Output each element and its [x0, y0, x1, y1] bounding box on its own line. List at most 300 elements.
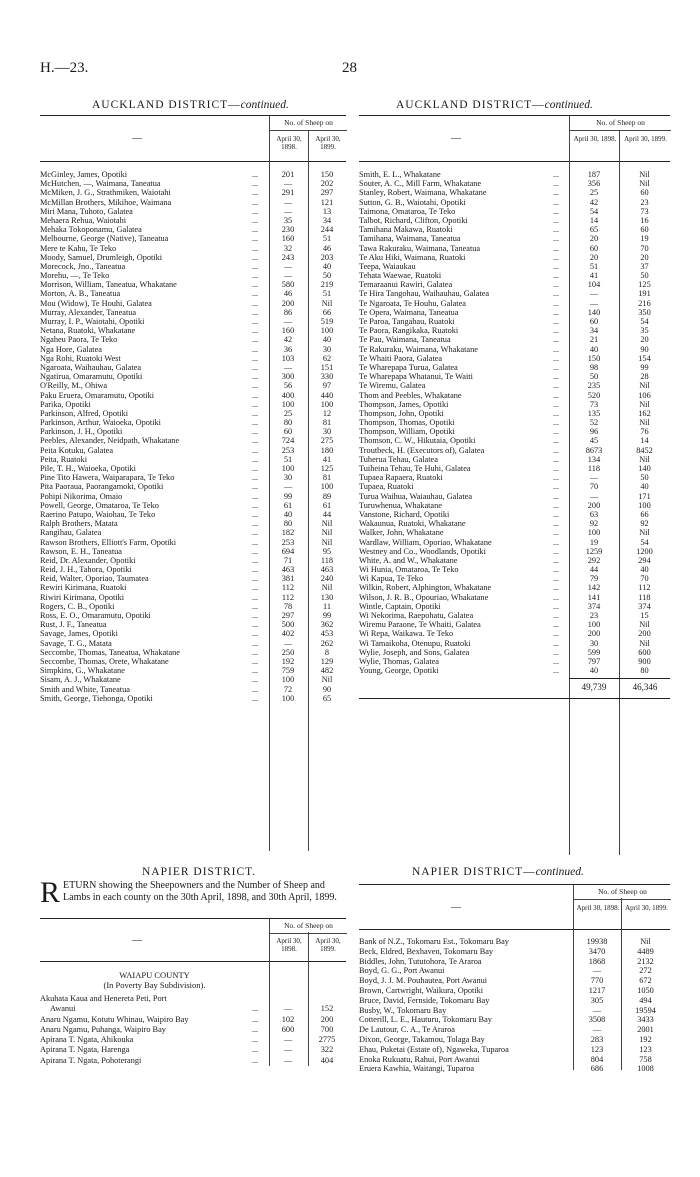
table-row — [359, 207, 670, 216]
sheep-1899: 41 — [322, 454, 332, 464]
leader-dots: ... — [553, 574, 559, 584]
sheep-1898: — — [283, 1055, 293, 1065]
table-row — [40, 620, 346, 629]
table-row — [359, 271, 670, 280]
table-row — [40, 528, 346, 537]
sheep-1898: 23 — [589, 611, 599, 620]
auckland-right-table — [359, 170, 670, 675]
sheep-1899: 453 — [320, 629, 334, 639]
table-row — [359, 280, 670, 289]
table-row — [359, 216, 670, 225]
sheep-1898: 100 — [587, 528, 601, 538]
sheep-1898: 160 — [281, 234, 295, 244]
leader-dots: ... — [252, 454, 258, 464]
owner-name: Tuherua Tehau, Galatea — [359, 454, 438, 464]
sheep-1898: 235 — [587, 381, 601, 391]
owner-name: Thomson, C. W., Hikutaia, Opotiki — [359, 436, 476, 446]
leader-dots: ... — [252, 298, 258, 308]
leader-dots: ... — [252, 491, 258, 501]
owner-name: Tamihana Makawa, Ruatoki — [359, 225, 453, 235]
sheep-1898: 63 — [589, 509, 599, 519]
sheep-1899: 95 — [322, 546, 332, 556]
leader-dots: ... — [553, 353, 559, 363]
table-row — [359, 1055, 670, 1065]
leader-dots: ... — [252, 408, 258, 418]
sheep-1898: 36 — [283, 344, 293, 354]
sheep-1898: 187 — [587, 170, 601, 179]
leader-dots: ... — [252, 638, 258, 648]
leader-dots: ... — [252, 225, 258, 235]
owner-name: Parkinson, J. H., Opotiki — [40, 427, 123, 437]
napier-title: NAPIER DISTRICT. — [142, 866, 257, 878]
sheep-1898: 46 — [283, 289, 293, 299]
table-row — [359, 957, 670, 967]
owner-name: Troutbeck, H. (Executors of), Galatea — [359, 445, 485, 455]
sheep-1899: 54 — [640, 317, 649, 326]
col-group-label: No. of Sheep on — [269, 118, 347, 131]
column-header-right: — No. of Sheep on April 30, 1898. April 30, 1899. — [359, 115, 670, 162]
sheep-1898: — — [283, 482, 293, 492]
owner-name: Te Wiremu, Galatea — [359, 381, 426, 391]
sheep-1898: — — [592, 966, 602, 976]
sheep-1898: 42 — [283, 335, 293, 345]
owner-name: Rogers, C. B., Opotiki — [40, 601, 115, 611]
sheep-1898: 1217 — [588, 985, 606, 995]
owner-name: Peita, Ruatoki — [40, 454, 88, 464]
owner-name: Sutton, G. B., Waiotahi, Opotiki — [359, 197, 466, 207]
table-row — [359, 225, 670, 234]
sheep-1899: 1200 — [636, 546, 653, 556]
leader-dots: ... — [252, 390, 258, 400]
sheep-1899: 216 — [638, 298, 651, 308]
table-row — [40, 556, 346, 565]
leader-dots: ... — [553, 537, 559, 547]
table-row — [359, 198, 670, 207]
owner-name: Powell, George, Omataroa, Te Teko — [40, 500, 159, 510]
sheep-1899: 81 — [322, 418, 332, 428]
sheep-1898: 61 — [283, 500, 293, 510]
sheep-1899: 20 — [640, 252, 649, 262]
sheep-1898: 297 — [281, 611, 295, 620]
sheep-1899: 50 — [322, 271, 332, 281]
sheep-1899: 30 — [322, 344, 332, 354]
leader-dots: ... — [252, 1004, 258, 1014]
sheep-1898: 3508 — [588, 1015, 606, 1025]
sheep-1899: 35 — [640, 326, 649, 336]
sheep-1898: 19 — [589, 537, 599, 547]
sheep-1899: Nil — [639, 638, 650, 648]
sheep-1898: 44 — [589, 565, 599, 575]
owner-name: Ralph Brothers, Matata — [40, 519, 118, 529]
table-row — [40, 1035, 346, 1045]
owner-name: Boyd, J. J. M. Pouhautea, Port Awanui — [359, 976, 488, 986]
owner-name: Reid, Dr. Alexander, Opotiki — [40, 555, 136, 565]
sheep-1898: 520 — [587, 390, 601, 400]
sheep-1898: — — [283, 1004, 293, 1014]
sheep-1899: Nil — [321, 583, 333, 593]
table-row — [359, 464, 670, 473]
sheep-1898: 160 — [281, 326, 295, 336]
leader-dots: ... — [252, 583, 258, 593]
table-row — [40, 391, 346, 400]
owner-name: Boyd, G. G., Port Awanui — [359, 966, 445, 976]
sheep-1899: 51 — [322, 289, 332, 299]
napier-title-continued: NAPIER DISTRICT—continued. — [412, 866, 584, 878]
sheep-1898: — — [592, 1005, 602, 1015]
sheep-1899: 65 — [322, 693, 332, 703]
sheep-1898: 35 — [283, 215, 293, 225]
table-row — [359, 519, 670, 528]
sheep-1899: 121 — [320, 197, 334, 207]
sheep-1899: 66 — [640, 509, 649, 519]
leader-dots: ... — [553, 179, 559, 189]
leader-dots: ... — [553, 271, 559, 281]
owner-name: Taimona, Omataroa, Te Teko — [359, 206, 456, 216]
table-row — [40, 198, 346, 207]
leader-dots: ... — [553, 473, 559, 483]
table-row — [359, 937, 670, 947]
sheep-1899: Nil — [321, 528, 333, 538]
sheep-1899: Nil — [321, 298, 333, 308]
leader-dots: ... — [553, 611, 559, 620]
table-row — [40, 262, 346, 271]
table-row — [359, 556, 670, 565]
sheep-1898: 200 — [281, 298, 295, 308]
owner-name: Dixon, George, Takamou, Tolaga Bay — [359, 1034, 485, 1044]
leader-dots: ... — [252, 335, 258, 345]
owner-name: Tawa Rakuraku, Waimana, Taneatua — [359, 243, 481, 253]
leader-dots: ... — [553, 298, 559, 308]
sheep-1898: 54 — [589, 206, 599, 216]
owner-name: Te Aku Hiki, Waimana, Ruatoki — [359, 252, 466, 262]
leader-dots: ... — [553, 620, 559, 630]
table-row — [359, 602, 670, 611]
leader-dots: ... — [252, 611, 258, 620]
sheep-1899: 118 — [638, 592, 651, 602]
table-row — [40, 685, 346, 694]
sheep-1898: 580 — [281, 280, 295, 290]
sheep-1899: 100 — [638, 500, 651, 510]
owner-name: Melbourne, George (Native), Taneatua — [40, 234, 169, 244]
table-row — [359, 583, 670, 592]
owner-name: Tuiheina Tehau, Te Huhi, Galatea — [359, 464, 471, 473]
sheep-1898: 230 — [281, 225, 295, 235]
sheep-1899: 73 — [640, 206, 649, 216]
sheep-1898: 60 — [589, 243, 599, 253]
sheep-1898: — — [592, 1025, 602, 1035]
sheep-1899: 76 — [640, 427, 649, 437]
owner-name: Tupaea Rapaera, Ruatoki — [359, 473, 443, 483]
leader-dots: ... — [252, 620, 258, 630]
owner-name: Rewiri Kirimana, Ruatoki — [40, 583, 127, 593]
leader-dots: ... — [252, 179, 258, 189]
leader-dots: ... — [252, 317, 258, 326]
sheep-1899: Nil — [639, 381, 650, 391]
leader-dots: ... — [252, 326, 258, 336]
table-row — [40, 345, 346, 354]
table-row — [40, 244, 346, 253]
sheep-1898: 71 — [283, 555, 293, 565]
owner-name: Smith and White, Taneatua — [40, 684, 130, 694]
sheep-1898: 253 — [281, 537, 295, 547]
owner-name: Anaru Ngamu, Kotutu Whinau, Waipiro Bay — [40, 1014, 189, 1024]
leader-dots: ... — [252, 261, 258, 271]
owner-name: Turua Waihua, Waiauhau, Galatea — [359, 491, 473, 501]
table-row — [40, 335, 346, 344]
owner-name: Savage, James, Opotiki — [40, 629, 118, 639]
sheep-1899: 99 — [640, 362, 649, 372]
sheep-1898: 40 — [589, 666, 599, 676]
table-row — [40, 207, 346, 216]
sheep-1898: 142 — [587, 583, 601, 593]
sheep-1899: Nil — [321, 537, 333, 547]
sheep-1898: 150 — [587, 353, 601, 363]
sheep-1898: — — [589, 298, 599, 308]
leader-dots: ... — [252, 1014, 258, 1024]
sheep-1899: 600 — [638, 647, 651, 657]
sheep-1899: 90 — [322, 684, 332, 694]
table-row — [359, 528, 670, 537]
owner-name: Brown, Cartwright, Waikura, Opotiki — [359, 985, 484, 995]
sheep-1898: 51 — [283, 454, 293, 464]
table-row — [40, 427, 346, 436]
table-row — [40, 565, 346, 574]
table-row — [359, 538, 670, 547]
leader-dots: ... — [553, 418, 559, 428]
sheep-1899: 61 — [322, 500, 332, 510]
table-row — [40, 354, 346, 363]
table-row — [359, 648, 670, 657]
sheep-1899: 350 — [638, 307, 651, 317]
sheep-1898: 300 — [281, 372, 295, 382]
sheep-1899: 46 — [322, 243, 332, 253]
table-row — [359, 372, 670, 381]
owner-name: Anaru Ngamu, Puhanga, Waipiro Bay — [40, 1024, 166, 1034]
owner-name: Savage, T. G., Matata — [40, 638, 112, 648]
table-row — [359, 170, 670, 179]
leader-dots: ... — [252, 234, 258, 244]
sheep-1898: 112 — [281, 583, 295, 593]
auckland-left-table — [40, 170, 346, 703]
sheep-1898: 25 — [283, 408, 293, 418]
leader-dots: ... — [252, 546, 258, 556]
sheep-1898: 305 — [590, 995, 604, 1005]
leader-dots: ... — [553, 307, 559, 317]
sheep-1898: 200 — [587, 629, 601, 639]
table-row — [359, 1015, 670, 1025]
leader-dots: ... — [252, 353, 258, 363]
leader-dots: ... — [553, 381, 559, 391]
table-row — [359, 418, 670, 427]
sheep-1899: 152 — [320, 1004, 334, 1014]
table-row — [40, 994, 346, 1004]
sheep-1899: 700 — [320, 1024, 334, 1034]
table-row — [40, 234, 346, 243]
sheep-1898: 72 — [283, 684, 293, 694]
table-row — [359, 326, 670, 335]
sheep-1899: 60 — [640, 225, 649, 235]
sheep-1898: 41 — [589, 271, 599, 281]
sheep-1899: 60 — [640, 188, 649, 198]
sheep-1899: 54 — [640, 537, 649, 547]
leader-dots: ... — [252, 206, 258, 216]
auckland-title-right: AUCKLAND DISTRICT—continued. — [396, 99, 593, 111]
sheep-1899: 28 — [640, 372, 649, 382]
sheep-1899: 50 — [640, 271, 649, 281]
sheep-1899: 40 — [322, 335, 332, 345]
sheep-1899: 374 — [638, 601, 651, 611]
leader-dots: ... — [252, 418, 258, 428]
sheep-1898: 500 — [281, 620, 295, 630]
owner-name: Nga Rohi, Ruatoki West — [40, 353, 121, 363]
table-row — [359, 455, 670, 464]
leader-dots: ... — [553, 206, 559, 216]
sheep-1898: — — [283, 317, 293, 326]
sheep-1899: 272 — [639, 966, 652, 976]
leader-dots: ... — [553, 234, 559, 244]
owner-name: Te Rakuraku, Waimana, Whakatane — [359, 344, 478, 354]
leader-dots: ... — [252, 693, 258, 703]
sheep-1899: 106 — [638, 390, 651, 400]
owner-name: McHutchen, —, Waimana, Taneatua — [40, 179, 161, 189]
table-row — [40, 216, 346, 225]
sheep-1899: 758 — [639, 1054, 652, 1064]
sheep-1898: 686 — [590, 1064, 604, 1074]
owner-name: Morecock, Jno., Taneatua — [40, 261, 126, 271]
table-row — [359, 299, 670, 308]
owner-name: Wardlaw, William, Oporiao, Whakatane — [359, 537, 492, 547]
sheep-1899: 12 — [322, 408, 332, 418]
owner-name: Te Hira Tangohau, Waihauhau, Galatea — [359, 289, 490, 299]
sheep-1899: 200 — [320, 1014, 334, 1024]
sheep-1899: Nil — [639, 418, 650, 428]
table-row — [40, 639, 346, 648]
sheep-1898: 770 — [590, 976, 604, 986]
sheep-1899: 262 — [320, 638, 334, 648]
table-row — [359, 391, 670, 400]
table-row — [40, 547, 346, 556]
sheep-1898: 724 — [281, 436, 295, 446]
owner-name: McMiken, J. G., Strathmiken, Waiotahi — [40, 188, 171, 198]
leader-dots: ... — [553, 243, 559, 253]
sheep-1898: 694 — [281, 546, 295, 556]
sheep-1899: 219 — [320, 280, 334, 290]
owner-name: Te Paora, Rangikaka, Ruatoki — [359, 326, 459, 336]
owner-name: Te Opera, Waimana, Taneatua — [359, 307, 459, 317]
sheep-1899: 112 — [638, 583, 651, 593]
sheep-1899: 154 — [638, 353, 651, 363]
owner-name: Riwiri Kirimana, Opotiki — [40, 592, 125, 602]
owner-name: Thompson, John, Opotiki — [359, 408, 444, 418]
sheep-1898: 92 — [589, 519, 599, 529]
owner-name: Wintle, Captain, Opotiki — [359, 601, 441, 611]
sheep-1898: 96 — [589, 427, 599, 437]
table-row — [359, 446, 670, 455]
leader-dots: ... — [553, 344, 559, 354]
sheep-1898: 200 — [587, 500, 601, 510]
sheep-1899: 16 — [640, 215, 649, 225]
page-number: 28 — [342, 60, 357, 76]
sheep-1898: 73 — [589, 399, 599, 409]
napier-left-table — [40, 994, 346, 1066]
owner-name: McGinley, James, Opotiki — [40, 170, 128, 179]
sheep-1899: 203 — [320, 252, 334, 262]
sheep-1898: 104 — [587, 280, 601, 290]
leader-dots: ... — [553, 528, 559, 538]
owner-name: Peita Kotuku, Galatea — [40, 445, 114, 455]
sheep-1898: 140 — [587, 307, 601, 317]
table-row — [359, 1035, 670, 1045]
owner-name: Talbot, Richard, Clifton, Opotiki — [359, 215, 468, 225]
sheep-1898: 34 — [589, 326, 599, 336]
table-row — [40, 326, 346, 335]
owner-name: Raerino Patupo, Waiohau, Te Teko — [40, 509, 156, 519]
table-row — [40, 492, 346, 501]
owner-name: Thompson, James, Opotiki — [359, 399, 449, 409]
sheep-1898: 201 — [281, 170, 295, 179]
leader-dots: ... — [252, 307, 258, 317]
sheep-1898: 112 — [281, 592, 295, 602]
table-row — [359, 510, 670, 519]
sheep-1898: 182 — [281, 528, 295, 538]
sheep-1898: 292 — [587, 555, 601, 565]
leader-dots: ... — [252, 629, 258, 639]
owner-name: Ngatirua, Omaramutu, Opotiki — [40, 372, 143, 382]
sheep-1899: Nil — [639, 620, 650, 630]
table-row — [40, 372, 346, 381]
table-row — [40, 629, 346, 638]
sheep-1898: 100 — [281, 675, 295, 685]
sheep-1898: 356 — [587, 179, 601, 189]
table-row — [40, 409, 346, 418]
leader-dots: ... — [553, 509, 559, 519]
sheep-1899: 100 — [320, 399, 334, 409]
owner-name: Parika, Opotiki — [40, 399, 91, 409]
table-row — [40, 455, 346, 464]
table-row — [40, 510, 346, 519]
owner-name: Rust, J. F., Taneatua — [40, 620, 107, 630]
sheep-1898: 30 — [283, 473, 293, 483]
sheep-1898: — — [283, 261, 293, 271]
report-reference: H.—23. — [40, 60, 89, 76]
table-row — [359, 547, 670, 556]
owner-name: Teepa, Waiaukau — [359, 261, 416, 271]
leader-dots: ... — [553, 666, 559, 676]
leader-dots: ... — [553, 464, 559, 473]
leader-dots: ... — [252, 537, 258, 547]
owner-name: Wi Repa, Waikawa. Te Teko — [359, 629, 454, 639]
leader-dots: ... — [553, 390, 559, 400]
sheep-1899: 440 — [320, 390, 334, 400]
owner-name: Enoka Rukuatu, Rahui, Port Awanui — [359, 1054, 480, 1064]
leader-dots: ... — [553, 399, 559, 409]
table-row — [359, 966, 670, 976]
table-row — [40, 253, 346, 262]
table-row — [359, 400, 670, 409]
leader-dots: ... — [553, 317, 559, 326]
sheep-1899: 81 — [322, 473, 332, 483]
owner-name: Smith, George, Tiehonga, Opotiki — [40, 693, 153, 703]
table-row — [40, 602, 346, 611]
table-row — [40, 418, 346, 427]
sheep-1899: 123 — [639, 1044, 652, 1054]
leader-dots: ... — [553, 500, 559, 510]
sheep-1898: 25 — [589, 188, 599, 198]
owner-name: Murray, I. P., Waiotahi, Opotiki — [40, 317, 145, 326]
sheep-1898: 1868 — [588, 956, 606, 966]
owner-name: Apirana T. Ngata, Harenga — [40, 1045, 130, 1055]
owner-name: Rangihau, Galatea — [40, 528, 102, 538]
